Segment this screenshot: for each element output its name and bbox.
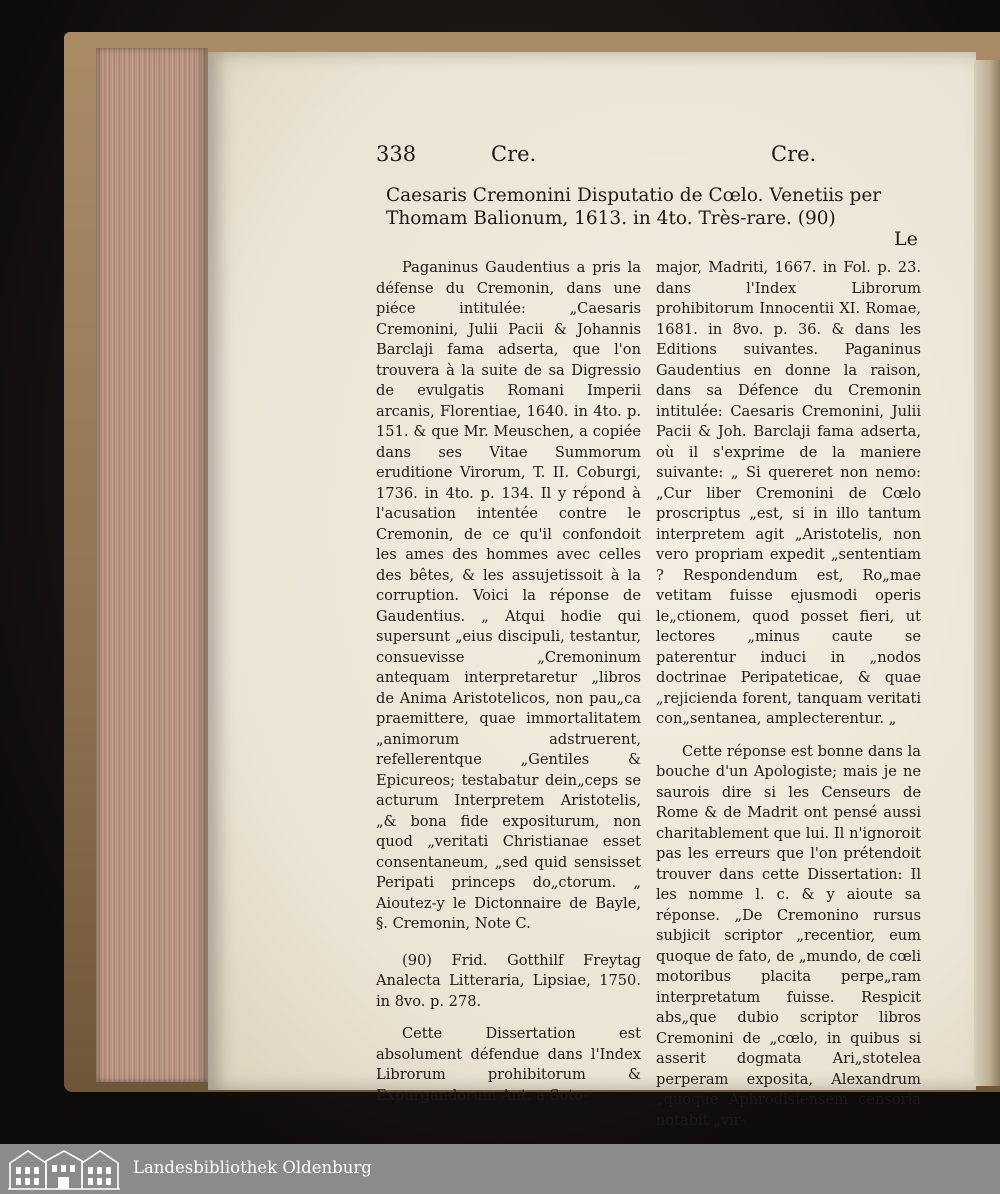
library-name[interactable]: Landesbibliothek Oldenburg	[133, 1158, 372, 1177]
page-number: 338	[376, 142, 417, 166]
left-column	[376, 258, 641, 1106]
paragraph: Cette Dissertation est absolument défendue dans l'Index Librorum prohibitorum & Expurgandorum Ant. a Soto-	[376, 1025, 641, 1104]
paragraph: major, Madriti, 1667. in Fol. p. 23. dans l'Index Librorum prohibitorum Innocentii XI. Romae, 1681. in 8vo. p. 36. & dans les Editions suivantes. Paganinus Gaudentius en donne la raison, dans sa Défence du Cremonin intitulée: Caesaris Cremonini, Julii Pacii & Joh. Barclaji fama adserta, où il s'exprime de la maniere suivante: „ Si quereret non nemo: „Cur liber Cremonini de Cœlo proscriptus „est, si in illo tantum interpretem agit „Aristotelis, non vero propriam expedit „sententiam ? Respondendum est, Ro„mae vetitam fuisse ejusmodi operis le„ctionem, quod posset fieri, ut lectores „minus caute se paterentur induci in „nodos doctrinae Peripateticae, & quae „rejicienda forent, tanquam veritati con„sentanea, amplecterentur. „	[656, 259, 921, 727]
page-block-edges	[96, 48, 208, 1082]
footnote: (90) Frid. Gotthilf Freytag Analecta Litteraria, Lipsiae, 1750. in 8vo. p. 278.	[376, 951, 641, 1010]
running-head	[376, 140, 921, 172]
footer-bar	[0, 1144, 1000, 1194]
catchword: Le	[894, 228, 918, 250]
right-column	[656, 258, 921, 1131]
paragraph: Paganinus Gaudentius a pris la défense du Cremonin, dans une piéce intitulée: „Caesaris Cremonini, Julii Pacii & Johannis Barclaji fama adserta, que l'on trouvera à la suite de sa Digressio de evulgatis Romani Imperii arcanis, Florentiae, 1640. in 4to. p. 151. & que Mr. Meuschen, a copiée dans ses Vitae Summorum eruditione Virorum, T. II. Coburgi, 1736. in 4to. p. 134. Il y répond à l'acusation intentée contre le Cremonin, de ce qu'il confondoit les ames des hommes avec celles des bêtes, & les assujetissoit à la corruption. Voici la réponse de Gaudentius. „ Atqui hodie qui supersunt „eius discipuli, testantur, consuevisse „Cremoninum antequam interpretaretur „libros de Anima Aristotelicos, non pau„ca praemittere, quae immortalitatem „animorum adstruerent, refellerentque „Gentiles & Epicureos; testabatur dein„ceps se acturum Interpretem Aristotelis, „& bona fide expositurum, non quod „veritati Christianae esset consentaneum, „sed quid sensisset Peripati princeps do„ctorum. „ Aioutez-y le Dictonnaire de Bayle, §. Cremonin, Note C.	[376, 259, 641, 932]
library-building-icon[interactable]	[6, 1147, 122, 1191]
facing-page-edge	[974, 60, 1000, 1086]
header-right: Cre.	[771, 142, 817, 166]
entry-headline: Caesaris Cremonini Disputatio de Cœlo. Venetiis per Thomam Balionum, 1613. in 4to. Très-rare. (90)	[386, 185, 882, 229]
paragraph: Cette réponse est bonne dans la bouche d'un Apologiste; mais je ne saurois dire si les Censeurs de Rome & de Madrit ont pensé aussi charitablement que lui. Il n'ignoroit pas les erreurs que l'on prétendoit trouver dans cette Dissertation: Il les nomme l. c. & y aioute sa réponse. „De Cremonino rursus subjicit scriptor „recentior, eum quoque de fato, de „mundo, de cœli motoribus placita perpe„ram interpretatum fuisse. Respicit abs„que dubio scriptor libros Cremonini de „cœlo, in quibus si asserit dogmata Ari„stotelea perperam exposita, Alexandrum „quoque Aphrodisiensem censoria notabit „vir-	[656, 742, 921, 1129]
header-left: Cre.	[491, 142, 537, 166]
